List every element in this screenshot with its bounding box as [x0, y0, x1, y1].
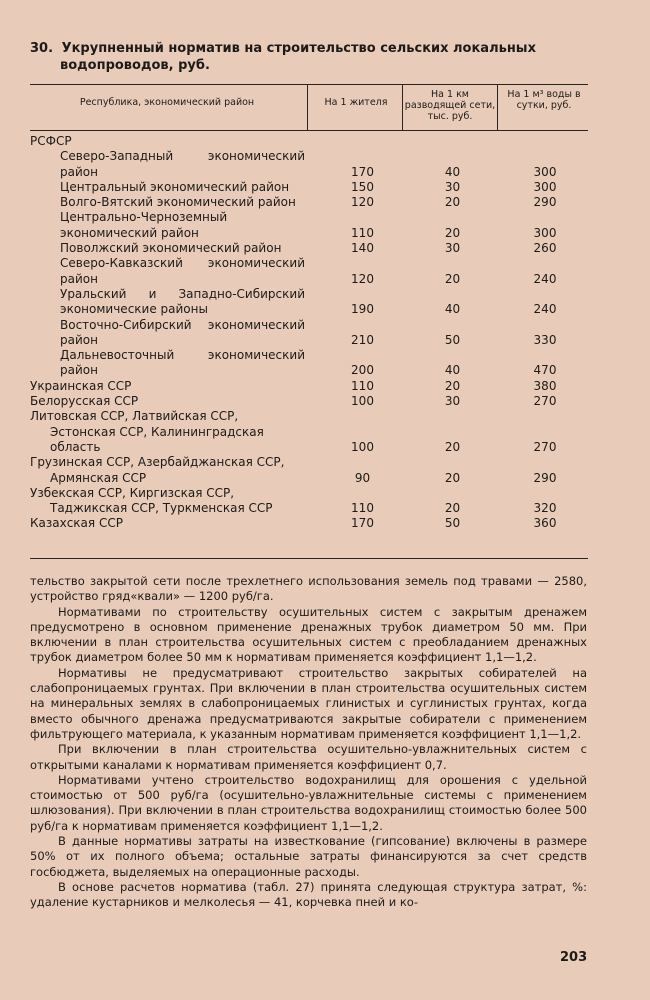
value-per-km: 40: [444, 302, 461, 317]
region-name: Литовская ССР, Латвийская ССР, Эстонская ССР, Калининградская область: [30, 409, 264, 454]
paragraph: В данные нормативы затраты на известкование (гипсование) включены в размере 50% от их полного объема; остальные затраты финансируются за счет средств госбюджета, выделяемых на операционные расходы.: [30, 834, 587, 879]
value-per-km: 30: [444, 241, 461, 256]
value-per-m3: 260: [533, 241, 557, 256]
table-row: [30, 486, 590, 517]
value-per-km: 20: [444, 439, 461, 454]
value-per-resident: 90: [354, 470, 371, 485]
value-per-resident: 110: [351, 378, 374, 393]
value-per-resident: 170: [351, 164, 374, 179]
region-name: Белорусская ССР: [30, 394, 139, 409]
value-per-resident: 120: [351, 195, 374, 210]
value-per-m3: 290: [533, 195, 557, 210]
region-name: Грузинская ССР, Азербайджанская ССР, Армянская ССР: [30, 455, 285, 485]
column-header-per-m3: На 1 м³ воды в сутки, руб.: [507, 89, 581, 111]
region-name: Северо-Кавказский экономический район: [60, 256, 305, 286]
region-name: Центрально-Черноземный экономический район: [60, 210, 228, 240]
region-name: Узбекская ССР, Киргизская ССР, Таджикская ССР, Туркменская ССР: [30, 485, 273, 516]
table-row: [30, 241, 590, 256]
value-per-resident: 140: [351, 241, 374, 256]
region-name: Волго-Вятский экономический район: [60, 195, 296, 210]
value-per-m3: 320: [533, 501, 557, 516]
table-row: [30, 318, 590, 349]
value-per-m3: 300: [533, 164, 557, 179]
region-name: Восточно-Сибирский экономический район: [60, 317, 305, 347]
table-row: [30, 287, 590, 318]
value-per-resident: 170: [351, 516, 374, 531]
header-separator: [402, 84, 403, 130]
value-per-resident: 120: [351, 271, 374, 286]
value-per-km: 40: [444, 164, 461, 179]
value-per-resident: 200: [351, 363, 374, 378]
table-header-rule: [30, 130, 588, 131]
value-per-m3: 240: [533, 271, 557, 286]
value-per-km: 50: [444, 332, 461, 347]
value-per-resident: 100: [351, 394, 374, 409]
header-separator: [307, 84, 308, 130]
table-title: [30, 40, 610, 74]
cost-table: [30, 134, 590, 532]
value-per-km: 20: [444, 470, 461, 485]
table-row: [30, 394, 590, 409]
value-per-resident: 210: [351, 332, 374, 347]
table-row: [30, 516, 590, 531]
column-header-per-resident: На 1 жителя: [324, 97, 388, 108]
value-per-km: 50: [444, 516, 461, 531]
value-per-m3: 300: [533, 225, 557, 240]
value-per-km: 20: [444, 501, 461, 516]
value-per-resident: 100: [351, 439, 374, 454]
table-row: [30, 256, 590, 287]
value-per-m3: 270: [533, 394, 557, 409]
table-title-line1: Укрупненный норматив на строительство сельских локальных: [61, 41, 536, 56]
region-name: Северо-Западный экономический район: [60, 149, 305, 179]
region-name: Украинская ССР: [30, 378, 132, 393]
value-per-m3: 300: [533, 179, 557, 194]
table-row: [30, 149, 590, 180]
table-title-line2: водопроводов, руб.: [60, 58, 210, 73]
paragraph: Нормативами учтено строительство водохранилищ для орошения с удельной стоимостью от 500 руб/га (осушительно-увлажнительные системы с применением шлюзования). При включении в план строительства водохранилищ стоимостью более 500 руб/га к нормативам применяется коэффициент 1,1—1,2.: [30, 772, 587, 833]
table-row: [30, 455, 590, 486]
table-row: [30, 379, 590, 394]
table-row: [30, 348, 590, 379]
table-bottom-rule: [30, 558, 588, 559]
table-number: 30.: [30, 41, 54, 56]
table-row: [30, 210, 590, 241]
value-per-m3: 360: [533, 516, 557, 531]
region-name: Уральский и Западно-Сибирский экономические районы: [60, 286, 305, 317]
value-per-km: 20: [444, 225, 461, 240]
column-header-per-km: На 1 км разводящей сети, тыс. руб.: [404, 89, 496, 122]
value-per-resident: 110: [351, 501, 374, 516]
value-per-m3: 380: [533, 378, 557, 393]
table-row: [30, 195, 590, 210]
table-row: [30, 134, 590, 149]
paragraph: При включении в план строительства осушительно-увлажнительных систем с открытыми каналами к нормативам применяется коэффициент 0,7.: [30, 742, 587, 772]
value-per-resident: 110: [351, 225, 374, 240]
paragraph: В основе расчетов норматива (табл. 27) принята следующая структура затрат, %: удаление кустарников и мелколесья — 41, корчевка пней и ко-: [30, 879, 587, 910]
paragraph: Нормативы не предусматривают строительство закрытых собирателей на слабопроницаемых грунтах. При включении в план строительства осушительных систем на минеральных землях в слабопроницаемых глинистых и суглинистых грунтах, когда вместо обычного дренажа предусматриваются закрытые собиратели с применением фильтрующего материала, к указанным нормативам применяется коэффициент 1,1—1,2.: [30, 665, 587, 741]
region-name: Поволжский экономический район: [60, 241, 282, 256]
region-name: Дальневосточный экономический район: [60, 348, 305, 378]
column-header-region: Республика, экономический район: [79, 97, 255, 108]
value-per-km: 30: [444, 394, 461, 409]
value-per-km: 20: [444, 195, 461, 210]
region-name: Казахская ССР: [30, 516, 123, 531]
value-per-m3: 290: [533, 470, 557, 485]
value-per-resident: 190: [351, 302, 374, 317]
value-per-km: 20: [444, 378, 461, 393]
value-per-m3: 240: [533, 302, 557, 317]
paragraph: тельство закрытой сети после трехлетнего использования земель под травами — 2580, устройство гряд«квали» — 1200 руб/га.: [30, 574, 587, 604]
value-per-km: 20: [444, 271, 461, 286]
table-row: [30, 409, 590, 455]
value-per-m3: 470: [533, 363, 557, 378]
table-top-rule: [30, 84, 588, 85]
value-per-m3: 270: [533, 439, 557, 454]
paragraph: Нормативами по строительству осушительных систем с закрытым дренажем предусмотрено в основном применение дренажных трубок диаметром 50 мм. При включении в план строительства осушительных систем с преобладанием дренажных трубок диаметром более 50 мм к нормативам применяется коэффициент 1,1—1,2.: [30, 604, 587, 665]
value-per-km: 30: [444, 179, 461, 194]
body-text: [30, 574, 587, 911]
region-name: РСФСР: [30, 134, 72, 148]
header-separator: [497, 84, 498, 130]
value-per-m3: 330: [533, 332, 557, 347]
page-number: 203: [560, 950, 588, 965]
region-name: Центральный экономический район: [60, 179, 290, 194]
table-row: [30, 180, 590, 195]
value-per-km: 40: [444, 363, 461, 378]
value-per-resident: 150: [351, 179, 374, 194]
